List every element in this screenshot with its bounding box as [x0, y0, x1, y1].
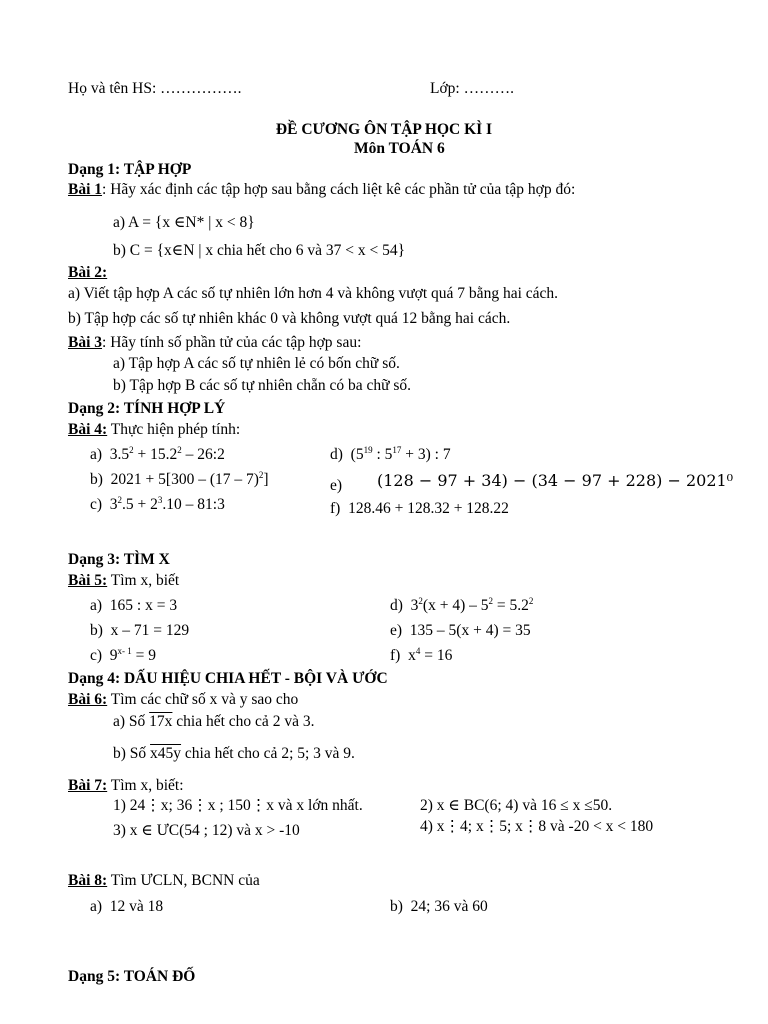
bai5-item-d: d) $3^2(x + 4) - 5^2 = 5.2^2$ — [390, 596, 534, 614]
bai7-prompt — [68, 777, 184, 795]
bai8-text: Tìm ƯCLN, BCNN của — [107, 872, 260, 889]
item-letter: b) — [390, 898, 403, 915]
bai2-item-a: a) Viết tập hợp A các số tự nhiên lớn hơn 4 và không vượt quá 7 bằng hai cách. — [68, 285, 559, 302]
bai3-item-a: a) Tập hợp A các số tự nhiên lẻ có bốn chữ số. — [113, 355, 400, 372]
bai5-item-a: a) 165 : x = 3 — [90, 597, 178, 614]
item-letter: a) — [90, 898, 103, 915]
item-letter: d) — [390, 597, 403, 614]
bai5-item-c: c) $9^{x- 1} = 9$ — [90, 646, 157, 664]
bai4-label: Bài 4: — [68, 421, 108, 438]
bai5-item-b: b) x – 71 = 129 — [90, 622, 190, 639]
item-letter: c) — [90, 647, 103, 664]
bai1-prompt — [68, 181, 575, 199]
bai6-item-b: b) Số x45y chia hết cho cả 2; 5; 3 và 9. — [113, 745, 355, 762]
item-letter: b) — [90, 471, 103, 488]
bai8-prompt — [68, 872, 260, 890]
bai4-item-f: f) 128.46 + 128.32 + 128.22 — [330, 500, 509, 517]
bai2-label: Bài 2: — [68, 264, 108, 281]
bai5-text: Tìm x, biết — [107, 572, 180, 589]
bai7-text: Tìm x, biết: — [107, 777, 184, 794]
bai8-label: Bài 8: — [68, 872, 108, 889]
item-letter: f) — [390, 647, 401, 664]
bai3-item-b: b) Tập hợp B các số tự nhiên chẵn có ba chữ số. — [113, 377, 412, 394]
bai4-item-e-label: e) — [330, 477, 343, 494]
item-letter: b) — [90, 622, 103, 639]
document-subtitle: Môn TOÁN 6 — [354, 140, 445, 157]
student-name-field: Họ và tên HS: ……………. — [68, 80, 242, 97]
bai6-text: Tìm các chữ số x và y sao cho — [107, 691, 299, 708]
bai6-prompt — [68, 691, 298, 709]
bai4-prompt — [68, 421, 240, 439]
bai7-label: Bài 7: — [68, 777, 108, 794]
bai4-text: Thực hiện phép tính: — [107, 421, 241, 438]
bai1-text: : Hãy xác định các tập hợp sau bằng cách liệt kê các phần tử của tập hợp đó: — [102, 181, 576, 198]
item-letter: f) — [330, 500, 341, 517]
section-heading-dang2: Dạng 2: TÍNH HỢP LÝ — [68, 400, 226, 417]
bai7-item-4: 4) x⋮4; x⋮5; x⋮8 và -20 < x < 180 — [420, 818, 654, 835]
bai4-item-d: d) ($5^{19}$ : $5^{17} + 3$) : 7 — [330, 445, 451, 463]
bai4-item-c: c) $3^2.5 + 2^3.10$ – 81:3 — [90, 495, 225, 513]
bai3-text: : Hãy tính số phần tử của các tập hợp sau: — [102, 334, 362, 351]
bai5-item-e: e) 135 – 5(x + 4) = 35 — [390, 622, 531, 639]
bai3-prompt — [68, 334, 361, 352]
item-letter: c) — [90, 496, 103, 513]
bai6-item-a: a) Số 17x chia hết cho cả 2 và 3. — [113, 713, 315, 730]
document-title: ĐỀ CƯƠNG ÔN TẬP HỌC KÌ I — [275, 121, 493, 138]
number-with-overline: 17x — [149, 713, 173, 730]
item-letter: d) — [330, 446, 343, 463]
section-heading-dang4: Dạng 4: DẤU HIỆU CHIA HẾT - BỘI VÀ ƯỚC — [68, 670, 388, 687]
bai7-item-2: 2) x ∈ BC(6; 4) và 16 ≤ x ≤50. — [420, 797, 613, 814]
item-letter: e) — [390, 622, 403, 639]
bai8-item-b: b) 24; 36 và 60 — [390, 898, 488, 915]
bai3-label: Bài 3 — [68, 334, 103, 351]
bai2-item-b: b) Tập hợp các số tự nhiên khác 0 và không vượt quá 12 bằng hai cách. — [68, 310, 511, 327]
bai6-label: Bài 6: — [68, 691, 108, 708]
section-heading-dang5: Dạng 5: TOÁN ĐỐ — [68, 968, 196, 985]
bai8-item-a: a) 12 và 18 — [90, 898, 164, 915]
section-heading-dang1: Dạng 1: TẬP HỢP — [68, 161, 192, 178]
bai5-label: Bài 5: — [68, 572, 108, 589]
bai4-item-e-expression: (128 − 97 + 34) − (34 − 97 + 228) − 2021⁰ — [377, 472, 734, 490]
item-letter: a) — [90, 446, 103, 463]
bai5-prompt — [68, 572, 179, 590]
bai4-item-b: b) 2021 + 5[300 – (17 – 7)$^2$] — [90, 470, 269, 488]
class-field: Lớp: ………. — [430, 80, 514, 97]
number-with-overline: x45y — [150, 745, 182, 762]
item-letter: a) — [90, 597, 103, 614]
bai4-item-a: a) $3.5^2 + 15.2^2$ – 26:2 — [90, 445, 225, 463]
section-heading-dang3: Dạng 3: TÌM X — [68, 551, 170, 568]
bai7-item-3: 3) x ∈ ƯC(54 ; 12) và x > -10 — [113, 822, 300, 839]
bai1-label: Bài 1 — [68, 181, 103, 198]
bai5-item-f: f) $x^4 = 16$ — [390, 646, 453, 664]
bai7-item-1: 1) 24⋮x; 36⋮x ; 150⋮x và x lớn nhất. — [113, 797, 363, 814]
bai1-item-b: b) C = {x∈N | x chia hết cho 6 và 37 < x < 54} — [113, 242, 406, 259]
bai1-item-a: a) A = {x ∈N* | x < 8} — [113, 214, 255, 231]
